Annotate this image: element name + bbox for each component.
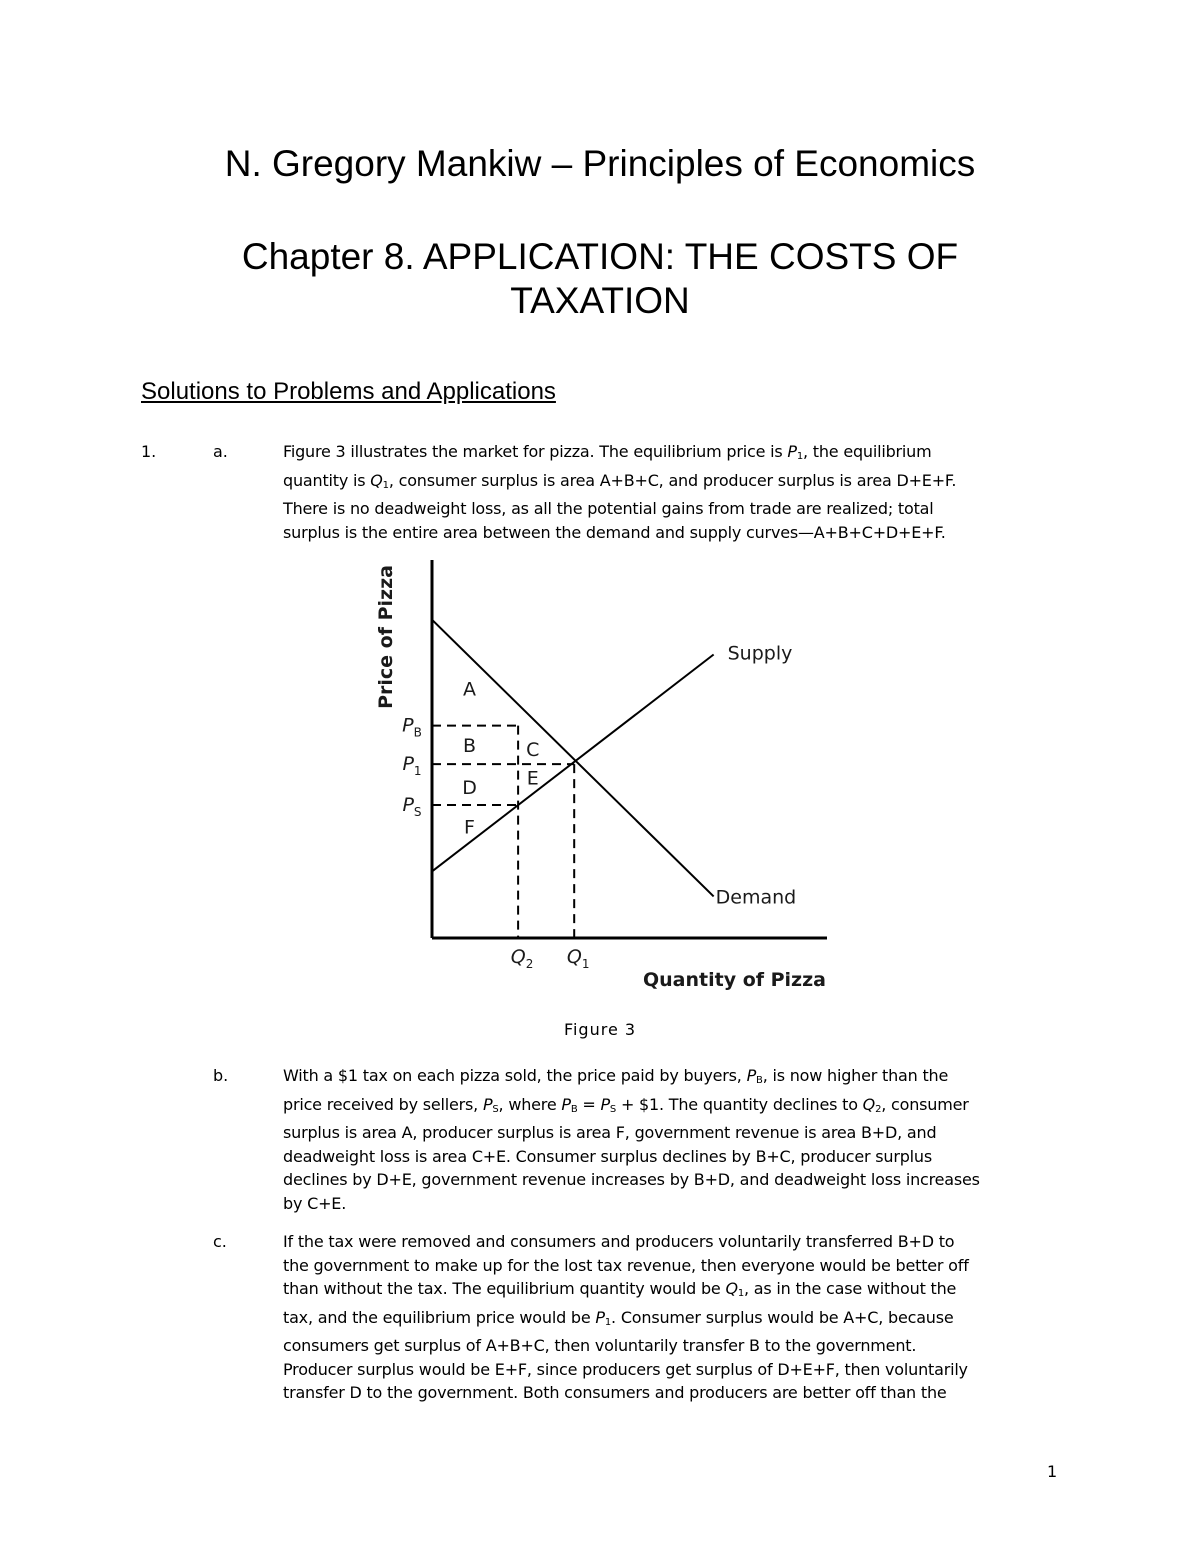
part-c-line: than without the tax. The equilibrium quantity would be $Q_1$, as in the case without the: [283, 1279, 957, 1299]
part-b-line: declines by D+E, government revenue increases by B+D, and deadweight loss increases: [283, 1170, 980, 1189]
problem-number: 1.: [141, 442, 157, 461]
area-label-e: E: [526, 767, 539, 790]
part-c-text: [283, 1230, 1073, 1405]
part-a-text: [283, 440, 1073, 544]
price-label-ps: $P_S$: [402, 793, 422, 819]
part-c-line: If the tax were removed and consumers and producers voluntarily transferred B+D to: [283, 1232, 955, 1251]
part-b-marker: b.: [213, 1066, 229, 1085]
part-c-line: tax, and the equilibrium price would be $P_1$. Consumer surplus would be A+C, because: [283, 1307, 954, 1328]
area-label-f: F: [464, 816, 475, 839]
book-title: N. Gregory Mankiw – Principles of Economics: [224, 143, 976, 184]
part-c-marker: c.: [213, 1232, 227, 1251]
section-title: Solutions to Problems and Applications: [141, 378, 556, 405]
quantity-label-q1: $Q_1$: [566, 946, 590, 971]
part-b-line: price received by sellers, $P_S$, where $P_B = P_S$ + $1. The quantity declines to $Q_2$, consumer: [283, 1094, 969, 1115]
figure-caption: Figure 3: [563, 1020, 637, 1039]
part-a-line: quantity is $Q_1$, consumer surplus is area A+B+C, and producer surplus is area D+E+F.: [283, 470, 957, 491]
part-c-line: consumers get surplus of A+B+C, then voluntarily transfer B to the government.: [283, 1336, 917, 1355]
part-a-line: Figure 3 illustrates the market for pizza. The equilibrium price is $P_1$, the equilibrium: [283, 442, 932, 462]
demand-curve: [432, 620, 714, 897]
quantity-label-q2: $Q_2$: [510, 946, 534, 971]
part-a-line: There is no deadweight loss, as all the potential gains from trade are realized; total: [283, 499, 934, 518]
supply-demand-figure: [365, 555, 835, 995]
area-label-b: B: [463, 735, 477, 758]
part-a-line: surplus is the entire area between the demand and supply curves—A+B+C+D+E+F.: [283, 522, 946, 542]
part-b-line: With a $1 tax on each pizza sold, the price paid by buyers, $P_B$, is now higher than the: [283, 1066, 949, 1086]
part-a-marker: a.: [213, 442, 228, 461]
part-b-text: [283, 1064, 1073, 1215]
area-label-a: A: [463, 678, 477, 701]
page-number: 1: [1047, 1462, 1058, 1481]
price-label-pb: $P_B$: [402, 714, 422, 740]
demand-label: Demand: [715, 886, 797, 909]
part-c-line: transfer D to the government. Both consumers and producers are better off than the: [283, 1383, 947, 1402]
area-label-c: C: [526, 739, 540, 761]
part-b-line: by C+E.: [283, 1193, 347, 1213]
part-c-line: Producer surplus would be E+F, since producers get surplus of D+E+F, then voluntarily: [283, 1359, 968, 1379]
y-axis-title: Price of Pizza: [375, 565, 397, 709]
chapter-title-line1: Chapter 8. APPLICATION: THE COSTS OF: [241, 236, 959, 277]
chart-layer: [375, 560, 827, 991]
part-b-line: deadweight loss is area C+E. Consumer surplus declines by B+C, producer surplus: [283, 1146, 933, 1166]
price-label-p1: $P_1$: [402, 753, 422, 779]
chapter-title-line2: TAXATION: [510, 280, 690, 321]
part-b-line: surplus is area A, producer surplus is area F, government revenue is area B+D, and: [283, 1123, 937, 1142]
x-axis-title: Quantity of Pizza: [642, 969, 826, 991]
area-label-d: D: [462, 776, 477, 799]
part-c-line: the government to make up for the lost tax revenue, then everyone would be better off: [283, 1255, 969, 1275]
supply-label: Supply: [727, 642, 793, 665]
